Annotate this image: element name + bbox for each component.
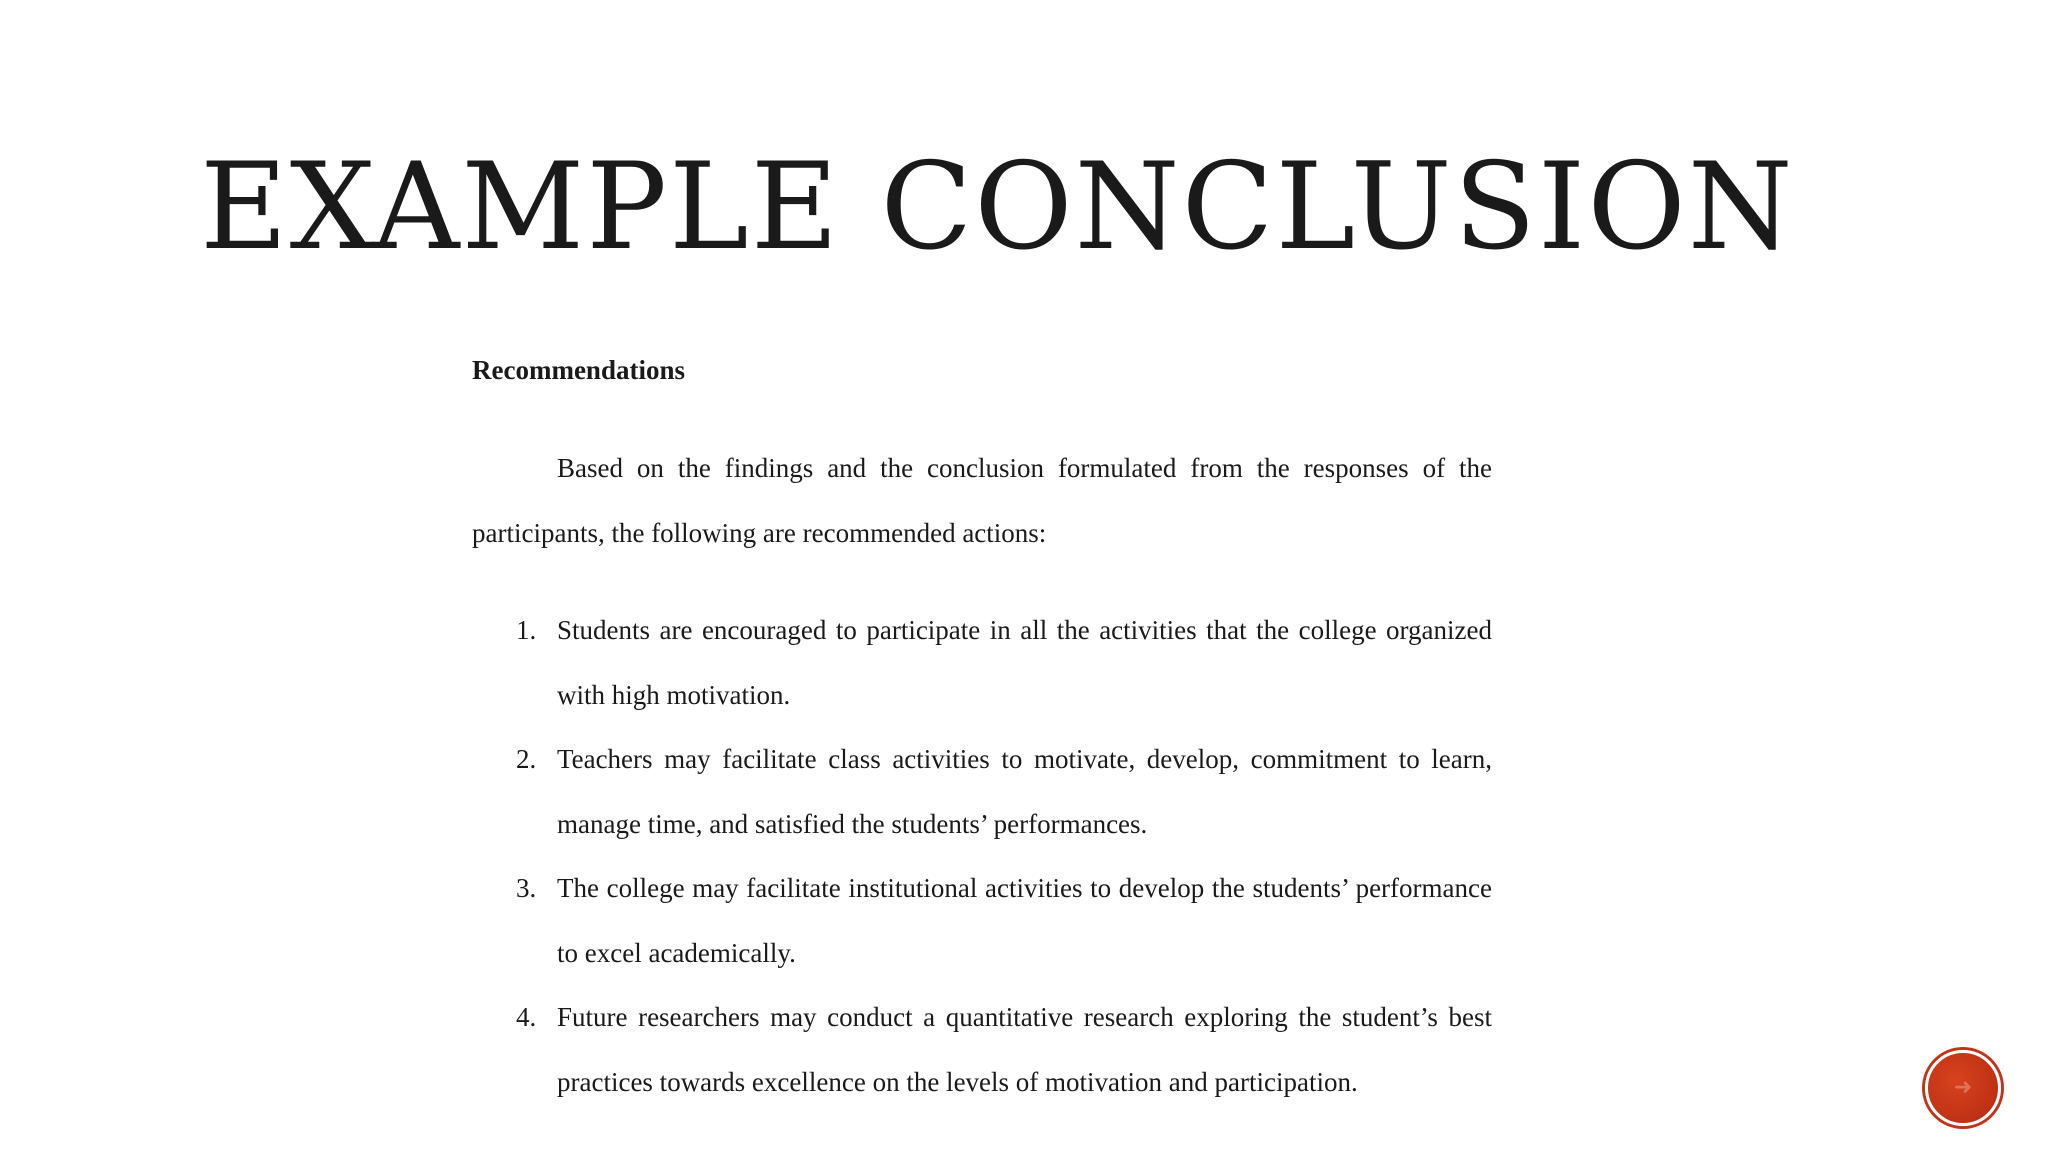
recommendation-number: 3.: [516, 873, 537, 903]
recommendation-text: Future researchers may conduct a quantitative research exploring the student’s best practices towards excellence on the levels of motivation and participation.: [557, 1002, 1492, 1097]
recommendation-item: [472, 727, 1492, 856]
recommendation-text: The college may facilitate institutional activities to develop the students’ performance to excel academically.: [557, 873, 1492, 968]
recommendations-heading: Recommendations: [472, 355, 685, 385]
intro-paragraph: Based on the findings and the conclusion formulated from the responses of the participants, the following are recommended actions:: [472, 453, 1492, 548]
recommendation-text: Students are encouraged to participate in all the activities that the college organized with high motivation.: [557, 615, 1492, 710]
slide-title: EXAMPLE CONCLUSION: [200, 138, 1795, 277]
recommendation-item: [472, 598, 1492, 727]
recommendation-item: [472, 856, 1492, 985]
next-slide-button[interactable]: [1925, 1050, 2001, 1126]
recommendation-number: 2.: [516, 744, 537, 774]
arrow-right-icon: ➜: [1953, 1075, 1973, 1100]
recommendations-list: [472, 598, 1492, 1114]
recommendation-number: 1.: [516, 615, 537, 645]
recommendation-number: 4.: [516, 1002, 537, 1032]
recommendation-text: Teachers may facilitate class activities to motivate, develop, commitment to learn, manage time, and satisfied the students’ performances.: [557, 744, 1492, 839]
recommendation-item: [472, 985, 1492, 1114]
document-excerpt: [472, 350, 1492, 1114]
